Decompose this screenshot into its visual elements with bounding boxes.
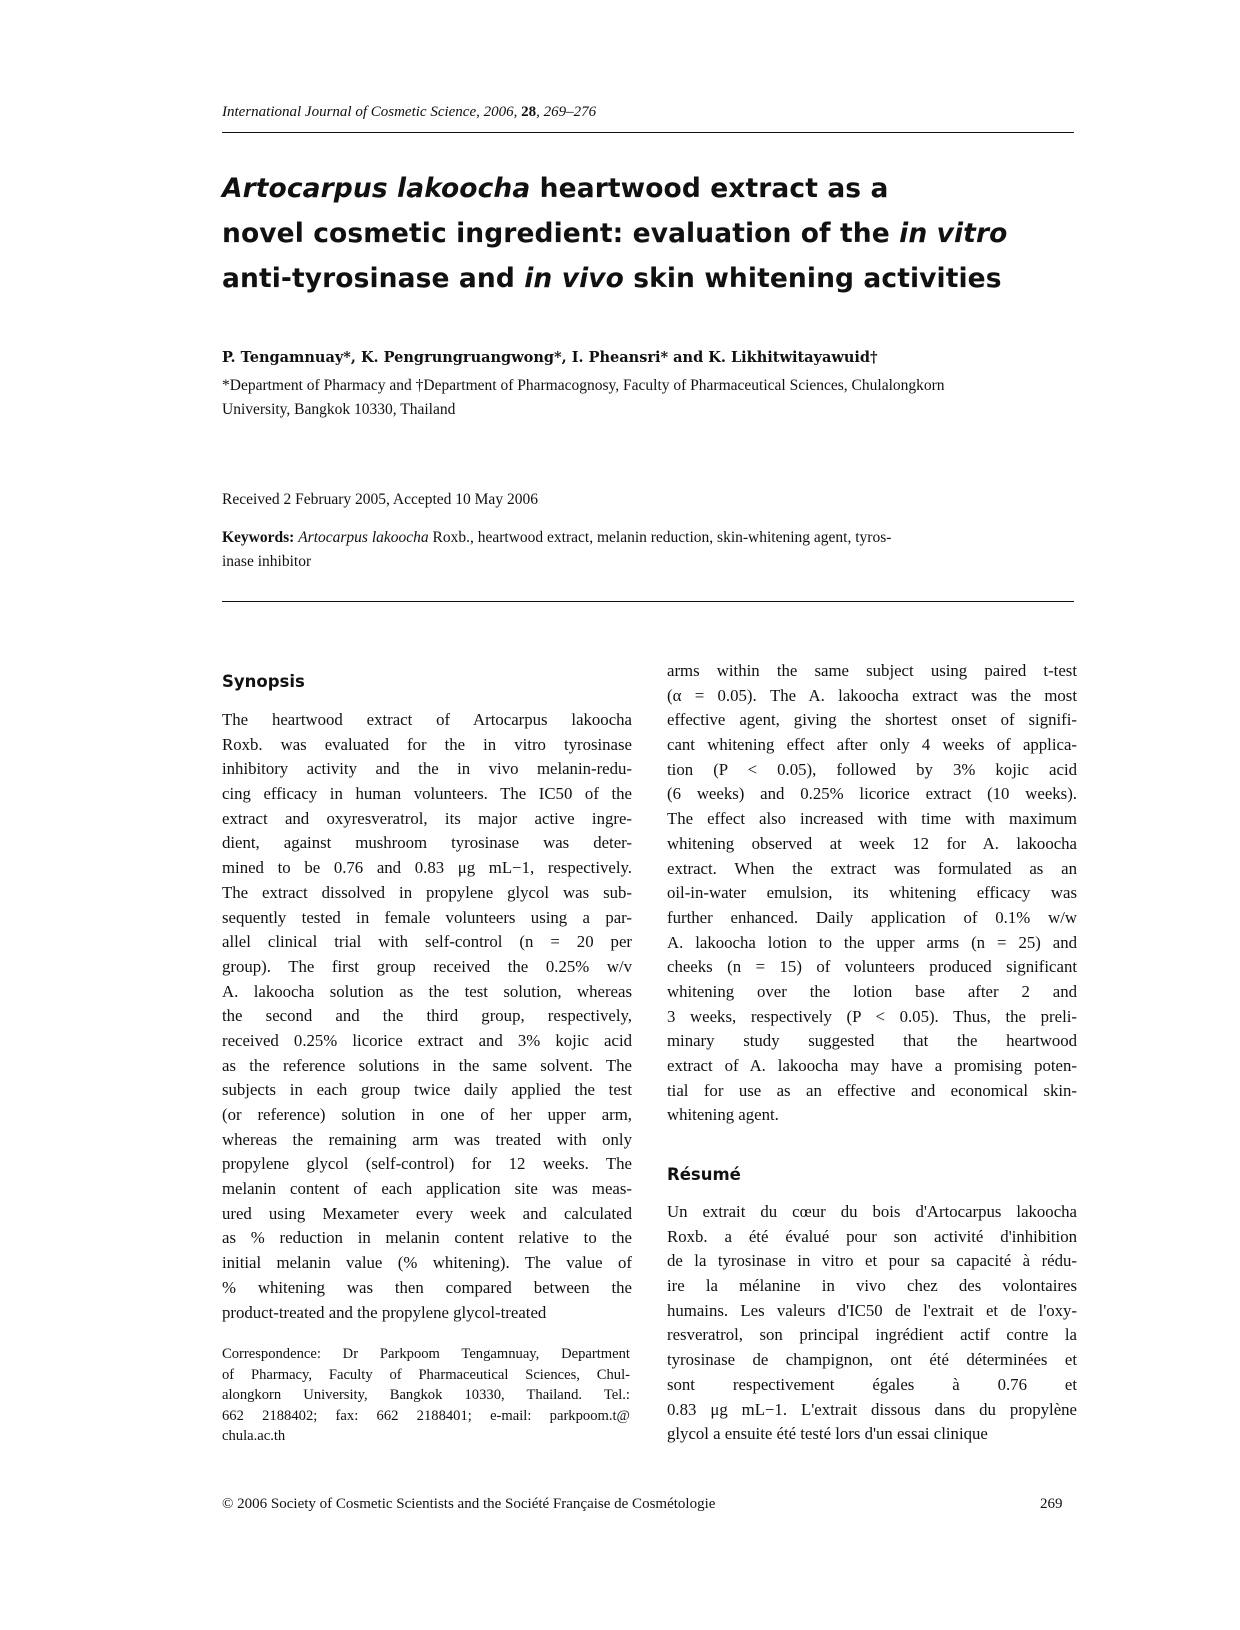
text-line: humains. Les valeurs d'IC50 de l'extrait et de l'oxy- [667, 1300, 1077, 1320]
running-header [222, 104, 596, 121]
keywords-label: Keywords: [222, 529, 295, 546]
keywords-line-2: inase inhibitor [222, 553, 312, 570]
text-line: de la tyrosinase in vitro et pour sa capacité à rédu- [667, 1251, 1077, 1271]
text-line: whereas the remaining arm was treated with only [222, 1129, 632, 1149]
keywords-text: Roxb., heartwood extract, melanin reduction, skin-whitening agent, tyros- [428, 529, 892, 546]
journal-name: International Journal of Cosmetic Science [222, 104, 477, 120]
text-line: A. lakoocha solution as the test solution, whereas [222, 981, 632, 1001]
text-line: tyrosinase de champignon, ont été déterminées et [667, 1350, 1077, 1370]
text-line: received 0.25% licorice extract and 3% kojic acid [222, 1030, 632, 1050]
title-species: Artocarpus lakoocha [222, 173, 531, 204]
header-rule [222, 132, 1074, 133]
text-line: (6 weeks) and 0.25% licorice extract (10 weeks). [667, 784, 1077, 804]
text-line: (α = 0.05). The A. lakoocha extract was the most [667, 685, 1077, 705]
resume-body [667, 1200, 1077, 1447]
text-line: 662 2188402; fax: 662 2188401; e-mail: parkpoom.t@ [222, 1407, 630, 1424]
text-line: cheeks (n = 15) of volunteers produced significant [667, 957, 1077, 977]
journal-pages: , 269–276 [536, 104, 597, 120]
text-line: as the reference solutions in the same solvent. The [222, 1055, 632, 1075]
text-line: ire la mélanine in vivo chez des volontaires [667, 1276, 1077, 1296]
text-line: Correspondence: Dr Parkpoom Tengamnuay, Department [222, 1346, 630, 1362]
text-line: resveratrol, son principal ingrédient actif contre la [667, 1325, 1077, 1345]
journal-volume: 28 [521, 104, 537, 120]
text-line: propylene glycol (self-control) for 12 weeks. The [222, 1154, 632, 1174]
text-line: melanin content of each application site was meas- [222, 1179, 632, 1199]
title-line-3-end: skin whitening activities [623, 263, 1002, 294]
text-line: of Pharmacy, Faculty of Pharmaceutical Sciences, Chul- [222, 1366, 630, 1383]
text-line: tial for use as an effective and economical skin- [667, 1080, 1077, 1100]
text-line: extract. When the extract was formulated as an [667, 858, 1077, 878]
text-line: Roxb. was evaluated for the in vitro tyrosinase [222, 734, 632, 754]
text-line: arms within the same subject using paired t-test [667, 661, 1077, 680]
text-line: The heartwood extract of Artocarpus lakoocha [222, 710, 632, 729]
affiliation-line: *Department of Pharmacy and †Department of Pharmacognosy, Faculty of Pharmaceutical Sciences, Chulalongkorn [222, 377, 945, 394]
text-line: initial melanin value (% whitening). The value of [222, 1253, 632, 1273]
text-line: A. lakoocha lotion to the upper arms (n = 25) and [667, 932, 1077, 952]
synopsis-continued [667, 659, 1077, 1128]
synopsis-body [222, 708, 632, 1325]
text-line: chula.ac.th [222, 1428, 286, 1444]
text-line: product-treated and the propylene glycol-treated [222, 1302, 547, 1322]
text-line: cant whitening effect after only 4 weeks of applica- [667, 735, 1077, 755]
title-in-vivo: in vivo [524, 263, 624, 294]
text-line: (or reference) solution in one of her upper arm, [222, 1105, 632, 1124]
keywords-species: Artocarpus lakoocha [298, 529, 429, 546]
text-line: whitening observed at week 12 for A. lakoocha [667, 833, 1077, 853]
title-line-3-text: anti-tyrosinase and [222, 263, 525, 294]
title-in-vitro: in vitro [899, 218, 1008, 249]
keywords-line-1 [222, 526, 1074, 550]
author-list: P. Tengamnuay*, K. Pengrungruangwong*, I. Pheansri* and K. Likhitwitayawuid† [222, 349, 878, 366]
text-line: effective agent, giving the shortest onset of signifi- [667, 710, 1077, 730]
received-dates: Received 2 February 2005, Accepted 10 May 2006 [222, 491, 538, 508]
text-line: % whitening was then compared between the [222, 1277, 632, 1297]
resume-heading: Résumé [667, 1165, 741, 1184]
correspondence-note [222, 1344, 630, 1447]
text-line: cing efficacy in human volunteers. The IC50 of the [222, 784, 632, 804]
text-line: the second and the third group, respectively, [222, 1006, 632, 1026]
text-line: 0.83 μg mL−1. L'extrait dissous dans du propylène [667, 1399, 1077, 1419]
text-line: extract and oxyresveratrol, its major active ingre- [222, 808, 632, 828]
text-line: dient, against mushroom tyrosinase was deter- [222, 833, 632, 853]
page-number: 269 [1040, 1496, 1063, 1512]
journal-year: , 2006, [476, 104, 522, 120]
title-line-1 [222, 166, 1082, 211]
text-line: inhibitory activity and the in vivo melanin-redu- [222, 759, 632, 779]
synopsis-heading: Synopsis [222, 672, 305, 691]
text-line: whitening agent. [667, 1105, 779, 1125]
affiliation [222, 374, 1082, 422]
keywords-rule [222, 601, 1074, 602]
text-line: Roxb. a été évalué pour son activité d'inhibition [667, 1226, 1077, 1246]
text-line: The extract dissolved in propylene glycol was sub- [222, 882, 632, 902]
text-line: Un extrait du cœur du bois d'Artocarpus lakoocha [667, 1202, 1077, 1221]
text-line: 3 weeks, respectively (P < 0.05). Thus, the preli- [667, 1006, 1077, 1026]
text-line: allel clinical trial with self-control (n = 20 per [222, 932, 632, 952]
text-line: tion (P < 0.05), followed by 3% kojic acid [667, 759, 1077, 779]
text-line: as % reduction in melanin content relative to the [222, 1228, 632, 1248]
text-line: further enhanced. Daily application of 0.1% w/w [667, 907, 1077, 927]
affiliation-line: University, Bangkok 10330, Thailand [222, 401, 456, 418]
text-line: subjects in each group twice daily applied the test [222, 1080, 632, 1100]
text-line: mined to be 0.76 and 0.83 μg mL−1, respectively. [222, 858, 632, 878]
title-line-1-text: heartwood extract as a [530, 173, 889, 204]
text-line: ured using Mexameter every week and calculated [222, 1203, 632, 1223]
keywords [222, 526, 1074, 574]
text-line: sequently tested in female volunteers using a par- [222, 907, 632, 927]
text-line: The effect also increased with time with maximum [667, 809, 1077, 829]
title-line-2-text: novel cosmetic ingredient: evaluation of the [222, 218, 900, 249]
text-line: whitening over the lotion base after 2 and [667, 981, 1077, 1001]
text-line: glycol a ensuite été testé lors d'un essai clinique [667, 1424, 988, 1444]
text-line: group). The first group received the 0.25% w/v [222, 956, 632, 976]
copyright-footer: © 2006 Society of Cosmetic Scientists and the Société Française de Cosmétologie [222, 1496, 716, 1512]
article-title [222, 166, 1082, 301]
title-line-2 [222, 211, 1082, 256]
text-line: oil-in-water emulsion, its whitening efficacy was [667, 883, 1077, 903]
text-line: sont respectivement égales à 0.76 et [667, 1374, 1077, 1394]
title-line-3 [222, 256, 1082, 301]
text-line: alongkorn University, Bangkok 10330, Thailand. Tel.: [222, 1387, 630, 1403]
text-line: extract of A. lakoocha may have a promising poten- [667, 1056, 1077, 1075]
text-line: minary study suggested that the heartwood [667, 1031, 1077, 1051]
